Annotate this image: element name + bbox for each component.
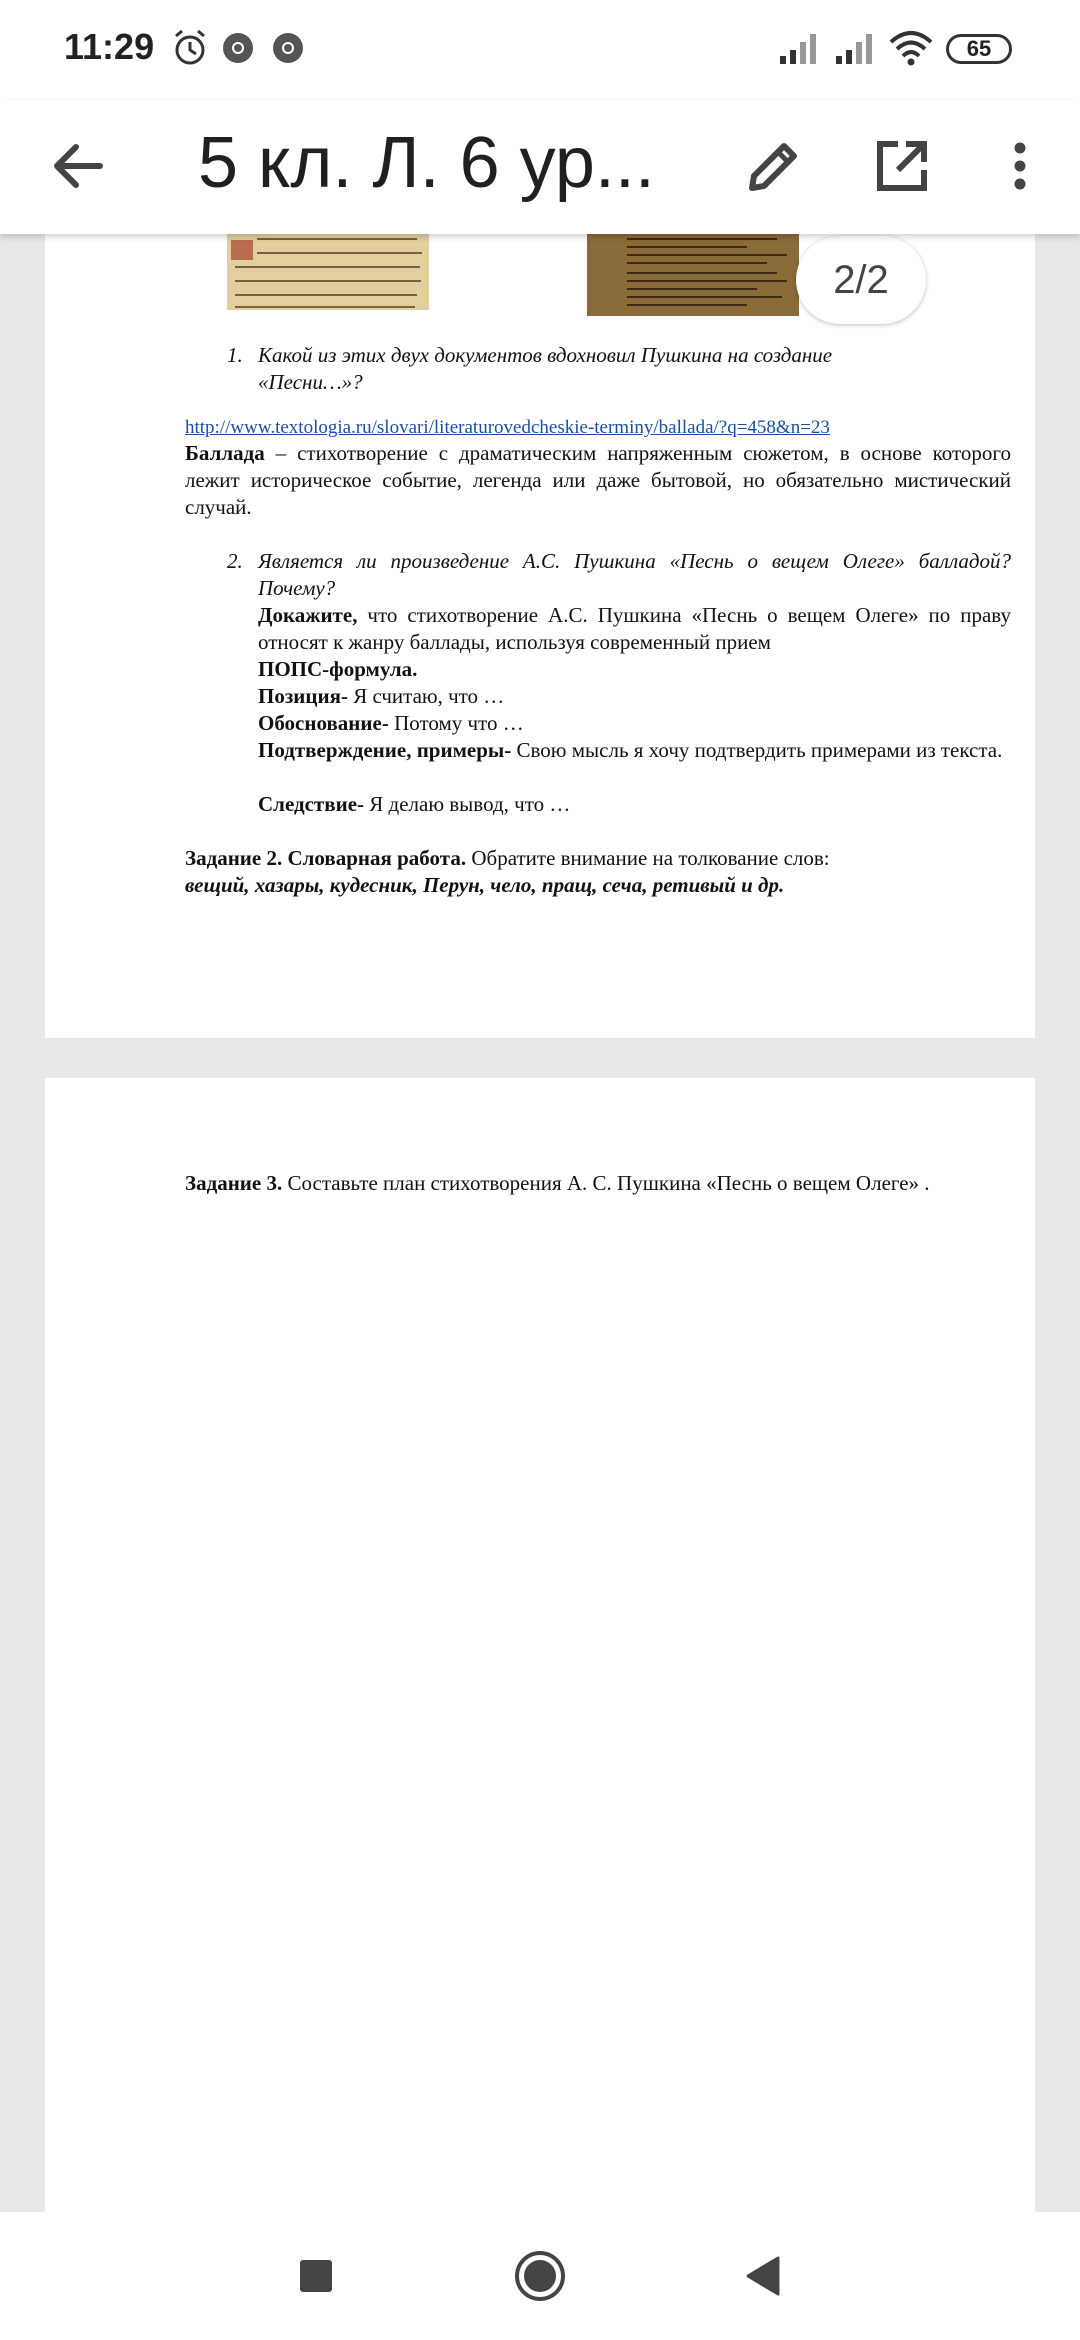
signal-icon <box>834 28 878 68</box>
home-circle-icon[interactable] <box>506 2242 574 2310</box>
pops-formula: ПОПС-формула. <box>258 657 418 681</box>
task-2-words: вещий, хазары, кудесник, Перун, чело, пращ, сеча, ретивый и др. <box>185 873 785 897</box>
reason-line <box>258 710 1011 737</box>
reason-bold: Обоснование- <box>258 711 389 735</box>
prove-text: что стихотворение А.С. Пушкина «Песнь о вещем Олеге» по праву относят к жанру баллады, используя современный прием <box>258 603 1011 654</box>
open-external-icon[interactable] <box>866 130 938 202</box>
chrome-icon <box>268 28 308 68</box>
conclusion-line <box>258 791 1011 818</box>
back-triangle-icon[interactable] <box>730 2242 798 2310</box>
document-page-1 <box>45 234 1035 1038</box>
manuscript-image-left <box>227 234 429 310</box>
battery-indicator: 65 <box>946 34 1012 64</box>
prove-paragraph <box>258 602 1011 656</box>
position-line <box>258 683 1011 710</box>
chrome-icon <box>218 28 258 68</box>
task-3-bold: Задание 3. <box>185 1171 283 1195</box>
status-bar <box>0 0 1080 100</box>
document-title: 5 кл. Л. 6 ур... <box>198 123 655 203</box>
textologia-link[interactable]: http://www.textologia.ru/slovari/literaturovedcheskie-terminy/ballada/?q=458&n=23 <box>185 417 830 438</box>
confirm-bold: Подтверждение, примеры- <box>258 738 512 762</box>
reason-text: Потому что … <box>388 711 524 735</box>
prove-bold: Докажите, <box>258 603 358 627</box>
task-2-paragraph <box>185 845 1011 872</box>
status-time: 11:29 <box>64 26 155 67</box>
back-arrow-icon[interactable] <box>42 130 114 202</box>
task-2-text: Обратите внимание на толкование слов: <box>466 846 830 870</box>
page-counter: 2/2 <box>796 236 926 324</box>
question-2-number: 2. <box>227 549 243 573</box>
alarm-icon <box>170 28 210 68</box>
task-3-paragraph <box>185 1170 1011 1197</box>
ballad-term: Баллада <box>185 441 265 465</box>
edit-icon[interactable] <box>738 130 810 202</box>
manuscript-image-right <box>587 234 799 316</box>
confirm-paragraph <box>258 737 1011 764</box>
navigation-bar <box>0 2212 1080 2340</box>
document-page-2 <box>45 1078 1035 2212</box>
confirm-text: Свою мысль я хочу подтвердить примерами из текста. <box>511 738 1003 762</box>
recents-square-icon[interactable] <box>282 2242 350 2310</box>
question-1-number: 1. <box>227 343 243 367</box>
conclusion-text: Я делаю вывод, что … <box>364 792 571 816</box>
more-vert-icon[interactable] <box>996 130 1044 202</box>
task-3-text: Составьте план стихотворения А. С. Пушкина «Песнь о вещем Олеге» . <box>282 1171 930 1195</box>
ballad-definition <box>185 440 1011 521</box>
question-2-text: Является ли произведение А.С. Пушкина «Песнь о вещем Олеге» балладой? Почему? <box>258 549 1011 600</box>
app-bar <box>0 100 1080 234</box>
position-text: Я считаю, что … <box>347 684 505 708</box>
task-2-bold: Задание 2. Словарная работа. <box>185 846 467 870</box>
wifi-icon <box>888 28 934 68</box>
question-1-text: Какой из этих двух документов вдохновил Пушкина на создание «Песни…»? <box>258 343 833 394</box>
position-bold: Позиция- <box>258 684 348 708</box>
ballad-definition-text: – стихотворение с драматическим напряженным сюжетом, в основе которого лежит историческое событие, легенда или даже бытовой, но обязательно мистический случай. <box>185 441 1011 519</box>
signal-icon <box>778 28 822 68</box>
conclusion-bold: Следствие- <box>258 792 365 816</box>
